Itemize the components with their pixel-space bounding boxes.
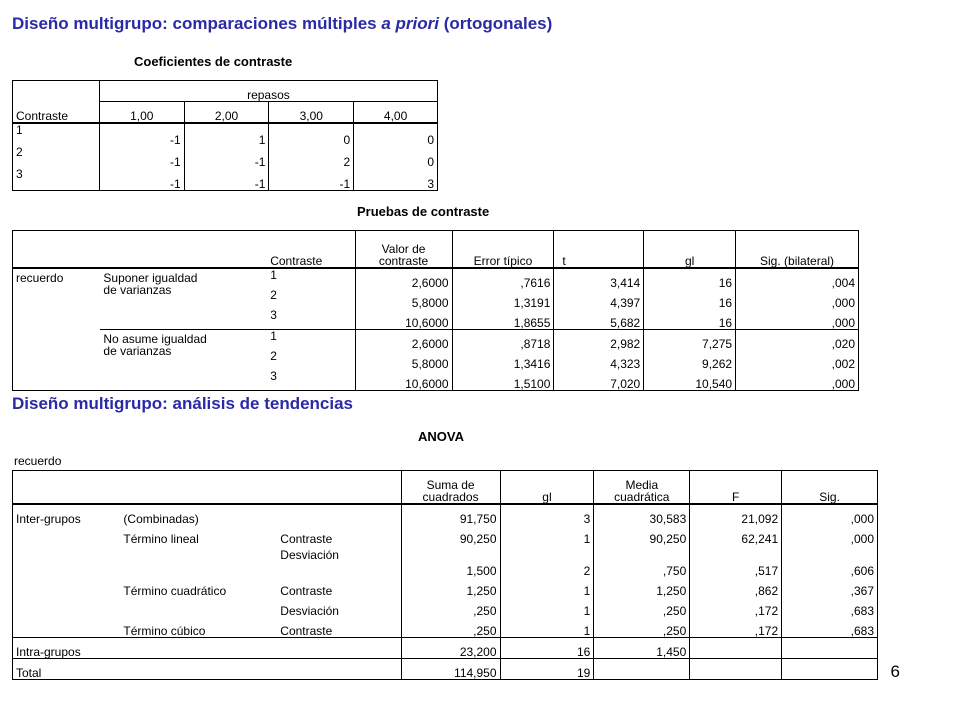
anova-header-gl: gl: [500, 471, 594, 505]
anova-gl: 1: [500, 617, 594, 638]
anova-suma: 1,250: [401, 577, 500, 597]
anova-suma: 23,200: [401, 638, 500, 659]
pruebas-contrast: 2: [267, 289, 355, 309]
pruebas-header-valor: [355, 231, 452, 269]
pruebas-error: 1,3416: [452, 350, 554, 370]
pruebas-sig: ,000: [736, 309, 859, 330]
anova-media: ,250: [594, 597, 690, 617]
pruebas-valor: 5,8000: [355, 289, 452, 309]
anova-sig: [782, 638, 878, 659]
pruebas-error: 1,3191: [452, 289, 554, 309]
pruebas-group-label: [100, 330, 267, 391]
anova-component: [277, 659, 401, 680]
anova-component: Contraste: [277, 525, 401, 545]
anova-source: [13, 525, 121, 545]
anova-gl: 1: [500, 577, 594, 597]
anova-row: [13, 659, 878, 680]
anova-component: Contraste: [277, 577, 401, 597]
anova-sig: ,606: [782, 545, 878, 577]
pruebas-gl: 16: [644, 289, 736, 309]
anova-header-sig: Sig.: [782, 471, 878, 505]
anova-gl: 19: [500, 659, 594, 680]
anova-f: 21,092: [690, 504, 782, 525]
anova-component: Desviación: [277, 597, 401, 617]
group-label-line: No asume igualdad: [103, 332, 207, 346]
pruebas-gl: 16: [644, 268, 736, 289]
header-line: cuadrática: [614, 490, 670, 504]
pruebas-corner-cell: [100, 231, 267, 269]
anova-source: [13, 545, 121, 577]
pruebas-error: 1,5100: [452, 370, 554, 391]
page-number: 6: [890, 662, 900, 681]
heading-italic: a priori: [381, 14, 439, 33]
anova-media: 90,250: [594, 525, 690, 545]
heading-suffix: (ortogonales): [438, 14, 553, 33]
pruebas-row: [13, 268, 859, 289]
anova-media: 1,450: [594, 638, 690, 659]
pruebas-gl: 10,540: [644, 370, 736, 391]
pruebas-valor: 10,6000: [355, 370, 452, 391]
anova-term: [120, 545, 277, 577]
coef-group-label: repasos: [99, 81, 437, 102]
anova-suma: ,250: [401, 597, 500, 617]
coef-group-row: [13, 81, 438, 102]
pruebas-valor: 5,8000: [355, 350, 452, 370]
pruebas-sig: ,004: [736, 268, 859, 289]
coef-row-contrast: 2: [13, 146, 100, 168]
anova-corner-cell: [13, 471, 121, 505]
anova-source: [13, 617, 121, 638]
pruebas-error: 1,8655: [452, 309, 554, 330]
anova-row: [13, 617, 878, 638]
anova-term: Término lineal: [123, 532, 199, 546]
anova-component: [277, 504, 401, 525]
pruebas-sig: ,000: [736, 289, 859, 309]
anova-term: [120, 597, 277, 617]
coef-cell: 0: [354, 123, 438, 146]
coef-table: [12, 80, 438, 191]
pruebas-caption: Pruebas de contraste: [357, 204, 490, 219]
anova-f: 62,241: [690, 525, 782, 545]
anova-suma: 90,250: [401, 525, 500, 545]
anova-term: (Combinadas): [123, 512, 199, 526]
anova-sig: ,000: [782, 504, 878, 525]
pruebas-t: 5,682: [554, 309, 644, 330]
anova-row: [13, 525, 878, 545]
coef-row-contrast: 1: [13, 123, 100, 146]
anova-f: ,172: [690, 617, 782, 638]
coef-header-row: [13, 102, 438, 124]
anova-suma: 114,950: [401, 659, 500, 680]
anova-caption: ANOVA: [418, 429, 464, 444]
pruebas-contrast: 3: [267, 309, 355, 330]
anova-term: Término cuadrático: [123, 584, 227, 598]
coef-corner-cell: [13, 81, 100, 102]
pruebas-sig: ,020: [736, 330, 859, 351]
anova-f: [690, 659, 782, 680]
heading-prefix: Diseño multigrupo: comparaciones múltiples: [12, 14, 382, 33]
coef-header-level: 1,00: [99, 102, 184, 124]
coef-caption: Coeficientes de contraste: [134, 54, 293, 69]
pruebas-t: 2,982: [554, 330, 644, 351]
anova-sig: ,000: [782, 525, 878, 545]
coef-header-level: 4,00: [354, 102, 438, 124]
coef-row-contrast: 3: [13, 168, 100, 191]
anova-gl: 2: [500, 545, 594, 577]
pruebas-contrast: 1: [267, 268, 355, 289]
anova-suma: ,250: [401, 617, 500, 638]
coef-header-contraste: Contraste: [13, 102, 100, 124]
pruebas-header-gl: gl: [644, 231, 736, 269]
coef-cell: 2: [269, 146, 354, 168]
anova-gl: 3: [500, 504, 594, 525]
anova-sig: ,683: [782, 597, 878, 617]
anova-suma: 1,500: [401, 545, 500, 577]
coef-cell: 1: [184, 123, 269, 146]
pruebas-contrast: 1: [267, 330, 355, 351]
header-line: Suma de: [426, 478, 475, 492]
anova-source: Intra-grupos: [13, 638, 121, 659]
coef-cell: 3: [354, 168, 438, 191]
section-heading-a-priori: [12, 14, 552, 34]
anova-variable: recuerdo: [14, 454, 62, 468]
anova-term: Término cúbico: [123, 624, 206, 638]
anova-term: [120, 638, 277, 659]
anova-source: [13, 577, 121, 597]
pruebas-row: [13, 330, 859, 351]
pruebas-sig: ,002: [736, 350, 859, 370]
pruebas-t: 4,397: [554, 289, 644, 309]
pruebas-corner-cell: [13, 231, 101, 269]
pruebas-header-sig: Sig. (bilateral): [736, 231, 859, 269]
coef-cell: -1: [184, 146, 269, 168]
coef-cell: -1: [269, 168, 354, 191]
anova-row: [13, 504, 878, 525]
pruebas-gl: 7,275: [644, 330, 736, 351]
anova-suma: 91,750: [401, 504, 500, 525]
anova-media: ,250: [594, 617, 690, 638]
anova-sig: ,367: [782, 577, 878, 597]
anova-media: [594, 659, 690, 680]
coef-header-level: 3,00: [269, 102, 354, 124]
pruebas-table: [12, 230, 859, 391]
pruebas-t: 3,414: [554, 268, 644, 289]
anova-corner-cell: [277, 471, 401, 505]
pruebas-t: 7,020: [554, 370, 644, 391]
anova-gl: 16: [500, 638, 594, 659]
header-line: Valor de: [381, 242, 426, 256]
anova-f: [690, 638, 782, 659]
anova-f: ,862: [690, 577, 782, 597]
coef-cell: 0: [269, 123, 354, 146]
coef-cell: -1: [184, 168, 269, 191]
anova-component: Desviación: [277, 545, 401, 577]
anova-f: ,172: [690, 597, 782, 617]
pruebas-header-error: Error típico: [452, 231, 554, 269]
anova-row: [13, 545, 878, 577]
coef-cell: -1: [99, 146, 184, 168]
anova-header-media: [594, 471, 690, 505]
anova-media: 30,583: [594, 504, 690, 525]
pruebas-header-t: t: [554, 231, 644, 269]
header-line: Media: [625, 478, 659, 492]
anova-header-row: [13, 471, 878, 505]
anova-gl: 1: [500, 525, 594, 545]
anova-term: [120, 659, 277, 680]
anova-sig: [782, 659, 878, 680]
coef-cell: -1: [99, 123, 184, 146]
pruebas-contrast: 3: [267, 370, 355, 391]
pruebas-valor: 2,6000: [355, 268, 452, 289]
anova-media: ,750: [594, 545, 690, 577]
header-line: contraste: [378, 254, 429, 268]
anova-source: Total: [13, 659, 121, 680]
coef-cell: 0: [354, 146, 438, 168]
anova-row: [13, 577, 878, 597]
group-label-line: de varianzas: [103, 283, 172, 297]
pruebas-t: 4,323: [554, 350, 644, 370]
anova-f: ,517: [690, 545, 782, 577]
pruebas-error: ,8718: [452, 330, 554, 351]
anova-gl: 1: [500, 597, 594, 617]
anova-component: [277, 638, 401, 659]
anova-table: [12, 470, 878, 680]
pruebas-error: ,7616: [452, 268, 554, 289]
coef-row: [13, 123, 438, 146]
anova-component: Contraste: [277, 617, 401, 638]
group-label-line: de varianzas: [103, 344, 172, 358]
anova-media: 1,250: [594, 577, 690, 597]
coef-cell: -1: [99, 168, 184, 191]
pruebas-valor: 2,6000: [355, 330, 452, 351]
pruebas-header-contraste: Contraste: [267, 231, 355, 269]
anova-row: [13, 597, 878, 617]
anova-corner-cell: [120, 471, 277, 505]
anova-row: [13, 638, 878, 659]
anova-sig: ,683: [782, 617, 878, 638]
group-label-line: Suponer igualdad: [103, 271, 198, 285]
pruebas-sig: ,000: [736, 370, 859, 391]
anova-header-suma: [401, 471, 500, 505]
pruebas-variable: recuerdo: [13, 268, 101, 391]
anova-source: [13, 597, 121, 617]
coef-row: [13, 146, 438, 168]
pruebas-header-row: [13, 231, 859, 269]
coef-header-level: 2,00: [184, 102, 269, 124]
anova-source: Inter-grupos: [13, 504, 121, 525]
section-heading-tendencias: Diseño multigrupo: análisis de tendencias: [12, 394, 354, 413]
coef-row: [13, 168, 438, 191]
pruebas-group-label: [100, 268, 267, 330]
anova-header-f: F: [690, 471, 782, 505]
header-line: cuadrados: [422, 490, 479, 504]
pruebas-gl: 16: [644, 309, 736, 330]
pruebas-gl: 9,262: [644, 350, 736, 370]
pruebas-contrast: 2: [267, 350, 355, 370]
pruebas-valor: 10,6000: [355, 309, 452, 330]
